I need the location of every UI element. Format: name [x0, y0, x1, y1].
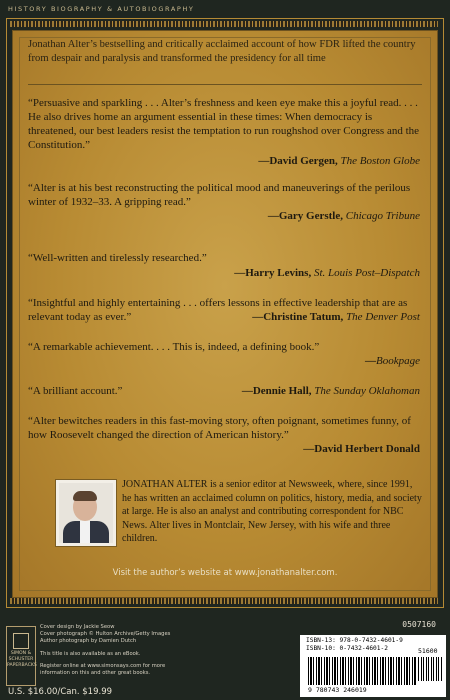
logo-line: SCHUSTER	[8, 657, 34, 662]
quote-source: St. Louis Post–Dispatch	[313, 267, 420, 279]
quote-text: “Insightful and highly entertaining . . . offers lessons in effective leadership that are as relevant today as ever.”	[28, 297, 408, 323]
website-line: Visit the author’s website at www.jonathanalter.com.	[112, 568, 338, 578]
sower-icon	[13, 633, 29, 649]
decorative-border-top	[10, 21, 438, 27]
cover-credits	[40, 624, 190, 677]
barcode-panel	[300, 635, 446, 697]
credit-line: Cover design by Jackie Seow	[40, 624, 115, 630]
quote-source: Bookpage	[376, 355, 420, 367]
quote-author: —	[365, 355, 377, 367]
quote-author: —Harry Levins,	[234, 267, 312, 279]
quote-attribution	[365, 354, 420, 368]
quote-attribution	[258, 154, 420, 168]
publisher-logo	[6, 626, 36, 686]
barcode-icon	[308, 657, 416, 685]
quote-text: “Well-written and tirelessly researched.”	[28, 252, 207, 264]
quote-author: —David Herbert Donald	[303, 443, 420, 455]
credit-line: Cover photograph © Hulton Archive/Getty Images	[40, 631, 171, 638]
quote-text: “Alter bewitches readers in this fast-moving story, often poignant, sometimes funny, of how Roosevelt changed the direction of American history.”	[28, 415, 411, 441]
quote-attribution	[242, 384, 420, 398]
quote-attribution	[234, 266, 420, 280]
credit-line: Author photograph by Damien Dutch	[40, 638, 137, 645]
intro-blurb: Jonathan Alter’s bestselling and critically acclaimed account of how FDR lifted the country from despair and paralysis and transformed the presidency for all time	[28, 39, 416, 64]
price-addon: 51600	[418, 647, 438, 655]
quote-text: “A brilliant account.”	[28, 385, 123, 397]
quote-attribution	[252, 310, 420, 324]
quote-attribution	[303, 442, 420, 456]
quote-source: Chicago Tribune	[345, 210, 420, 222]
quote-author: —Christine Tatum,	[252, 311, 344, 323]
credit-line: Register online at www.simonsays.com for more information on this and other great books.	[40, 662, 166, 677]
author-photo	[56, 480, 116, 546]
isbn-13: ISBN-13: 978-0-7432-4601-9	[306, 637, 403, 644]
quote-text: “A remarkable achievement. . . . This is, indeed, a defining book.”	[28, 341, 320, 353]
category-label: HISTORY BIOGRAPHY & AUTOBIOGRAPHY	[8, 5, 195, 13]
quote-attribution	[268, 209, 420, 223]
quote-source: The Boston Globe	[340, 155, 420, 167]
barcode-number: 9 780743 246019	[308, 686, 367, 694]
price: U.S. $16.00/Can. $19.99	[8, 687, 113, 697]
addon-barcode-icon	[418, 657, 442, 681]
quote-text: “Alter is at his best reconstructing the political mood and maneuverings of the perilous winter of 1932–33. A gripping read.”	[28, 182, 411, 208]
credit-line: This title is also available as an eBook.	[40, 650, 141, 657]
quote-source: The Denver Post	[346, 311, 420, 323]
quote-text: “Persuasive and sparkling . . . Alter’s freshness and keen eye make this a joyful read. . . . He also drives home an argument essential in these times: When democracy is threatened, our best leaders resist the temptation to run roughshod over Congress and the Constitution.”	[28, 97, 420, 151]
logo-line: SIMON &	[10, 651, 32, 656]
intro-divider	[28, 84, 422, 85]
quote-author: —Dennie Hall,	[241, 385, 312, 397]
isbn-10: ISBN-10: 0-7432-4601-2	[306, 645, 388, 652]
quote-author: —Gary Gerstle,	[267, 210, 343, 222]
author-bio: JONATHAN ALTER is a senior editor at Newsweek, where, since 1991, he has written an acclaimed column on politics, history, media, and society at large. He is also an analyst and contributing correspondent for NBC News. Alter lives in Montclair, New Jersey, with his wife and three children.	[122, 479, 422, 545]
quote-source: The Sunday Oklahoman	[314, 385, 420, 397]
quote-author: —David Gergen,	[258, 155, 338, 167]
decorative-border-bottom	[10, 598, 438, 604]
logo-line: PAPERBACKS	[7, 663, 37, 668]
product-code: 0507160	[402, 620, 436, 629]
